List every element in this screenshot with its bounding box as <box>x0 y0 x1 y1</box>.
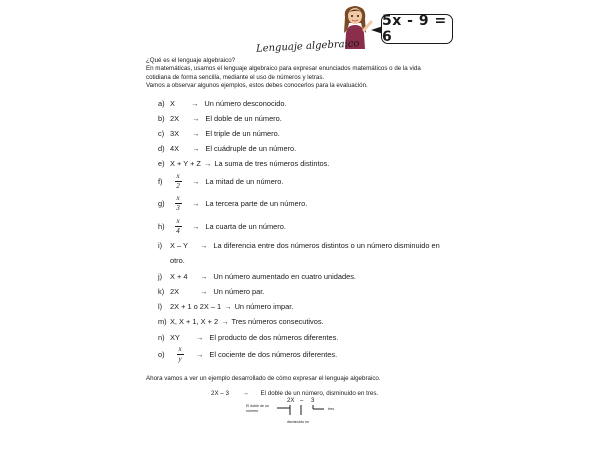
note-minus: disminuido en <box>287 420 310 424</box>
list-item: j) X + 4 → Un número aumentado en cuatro unidades. <box>158 272 356 281</box>
list-item: a) X → Un número desconocido. <box>158 99 287 108</box>
arrow-icon: → <box>242 390 249 397</box>
intro-line-3: Vamos a observar algunos ejemplos, estos debes conocerlos para la evaluación. <box>146 82 368 90</box>
list-item: f) $\frac{x}{2}$ → La mitad de un número. <box>158 172 284 190</box>
example-intro: Ahora vamos a ver un ejemplo desarrollado de cómo expresar el lenguaje algebraico. <box>146 375 381 382</box>
list-item: e) X + Y + Z → La suma de tres números distintos. <box>158 159 330 168</box>
intro-line-2: cotidiana de forma sencilla, mediante el uso de números y letras. <box>146 73 325 81</box>
arrow-icon: → <box>224 302 232 311</box>
list-item: c) 3X → El triple de un número. <box>158 129 280 138</box>
note-right: tres <box>328 407 334 411</box>
arrow-icon: → <box>192 144 200 153</box>
fraction: $\frac{x}{3}$ <box>176 194 180 212</box>
arrow-icon: → <box>200 287 208 296</box>
list-item-continuation: otro. <box>170 256 185 265</box>
page-title: Lenguaje algebraico <box>255 38 360 55</box>
list-item: i) X – Y → La diferencia entre dos números distintos o un número disminuido en <box>158 241 440 250</box>
arrow-icon: → <box>192 222 200 231</box>
intro-question: ¿Qué es el lenguaje algebraico? <box>146 57 236 64</box>
arrow-icon: → <box>192 114 200 123</box>
fraction: $\frac{x}{2}$ <box>176 172 180 190</box>
example-diagram-lines <box>274 404 326 418</box>
fraction: $\frac{x}{y}$ <box>178 345 182 363</box>
intro-line-1: En matemáticas, usamos el lenguaje algebraico para expresar enunciados matemáticos o de la vida <box>146 65 421 73</box>
arrow-icon: → <box>192 129 200 138</box>
list-item: o) $\frac{x}{y}$ → El cociente de dos números diferentes. <box>158 345 338 363</box>
arrow-icon: → <box>196 333 204 342</box>
note-left: El doble de un número <box>246 404 269 413</box>
arrow-icon: → <box>200 272 208 281</box>
arrow-icon: → <box>196 350 204 359</box>
arrow-icon: → <box>203 159 212 168</box>
arrow-icon: → <box>192 177 200 186</box>
list-item: m) X, X + 1, X + 2 → Tres números consecutivos. <box>158 317 324 326</box>
list-item: g) $\frac{x}{3}$ → La tercera parte de un número. <box>158 194 308 212</box>
arrow-icon: → <box>191 99 199 108</box>
intro-paragraph <box>146 57 446 91</box>
fraction: $\frac{x}{4}$ <box>176 217 180 235</box>
arrow-icon: → <box>192 199 200 208</box>
example-part-2: 3 <box>311 398 315 404</box>
arrow-icon: → <box>221 317 229 326</box>
list-item: k) 2X → Un número par. <box>158 287 265 296</box>
list-item: b) 2X → El doble de un número. <box>158 114 282 123</box>
formula-bubble <box>381 14 453 44</box>
example-line: 2X – 3 → El doble de un número, disminuido en tres. <box>211 390 379 397</box>
formula-text: 5x - 9 = 6 <box>382 13 447 45</box>
example-minus: – <box>300 398 304 404</box>
example-part-1: 2X <box>287 398 295 404</box>
list-item: l) 2X + 1 o 2X – 1 → Un número impar. <box>158 302 294 311</box>
list-item: h) $\frac{x}{4}$ → La cuarta de un número. <box>158 217 286 235</box>
arrow-icon: → <box>200 241 208 250</box>
list-item: d) 4X → El cuádruple de un número. <box>158 144 297 153</box>
list-item: n) XY → El producto de dos números diferentes. <box>158 333 339 342</box>
